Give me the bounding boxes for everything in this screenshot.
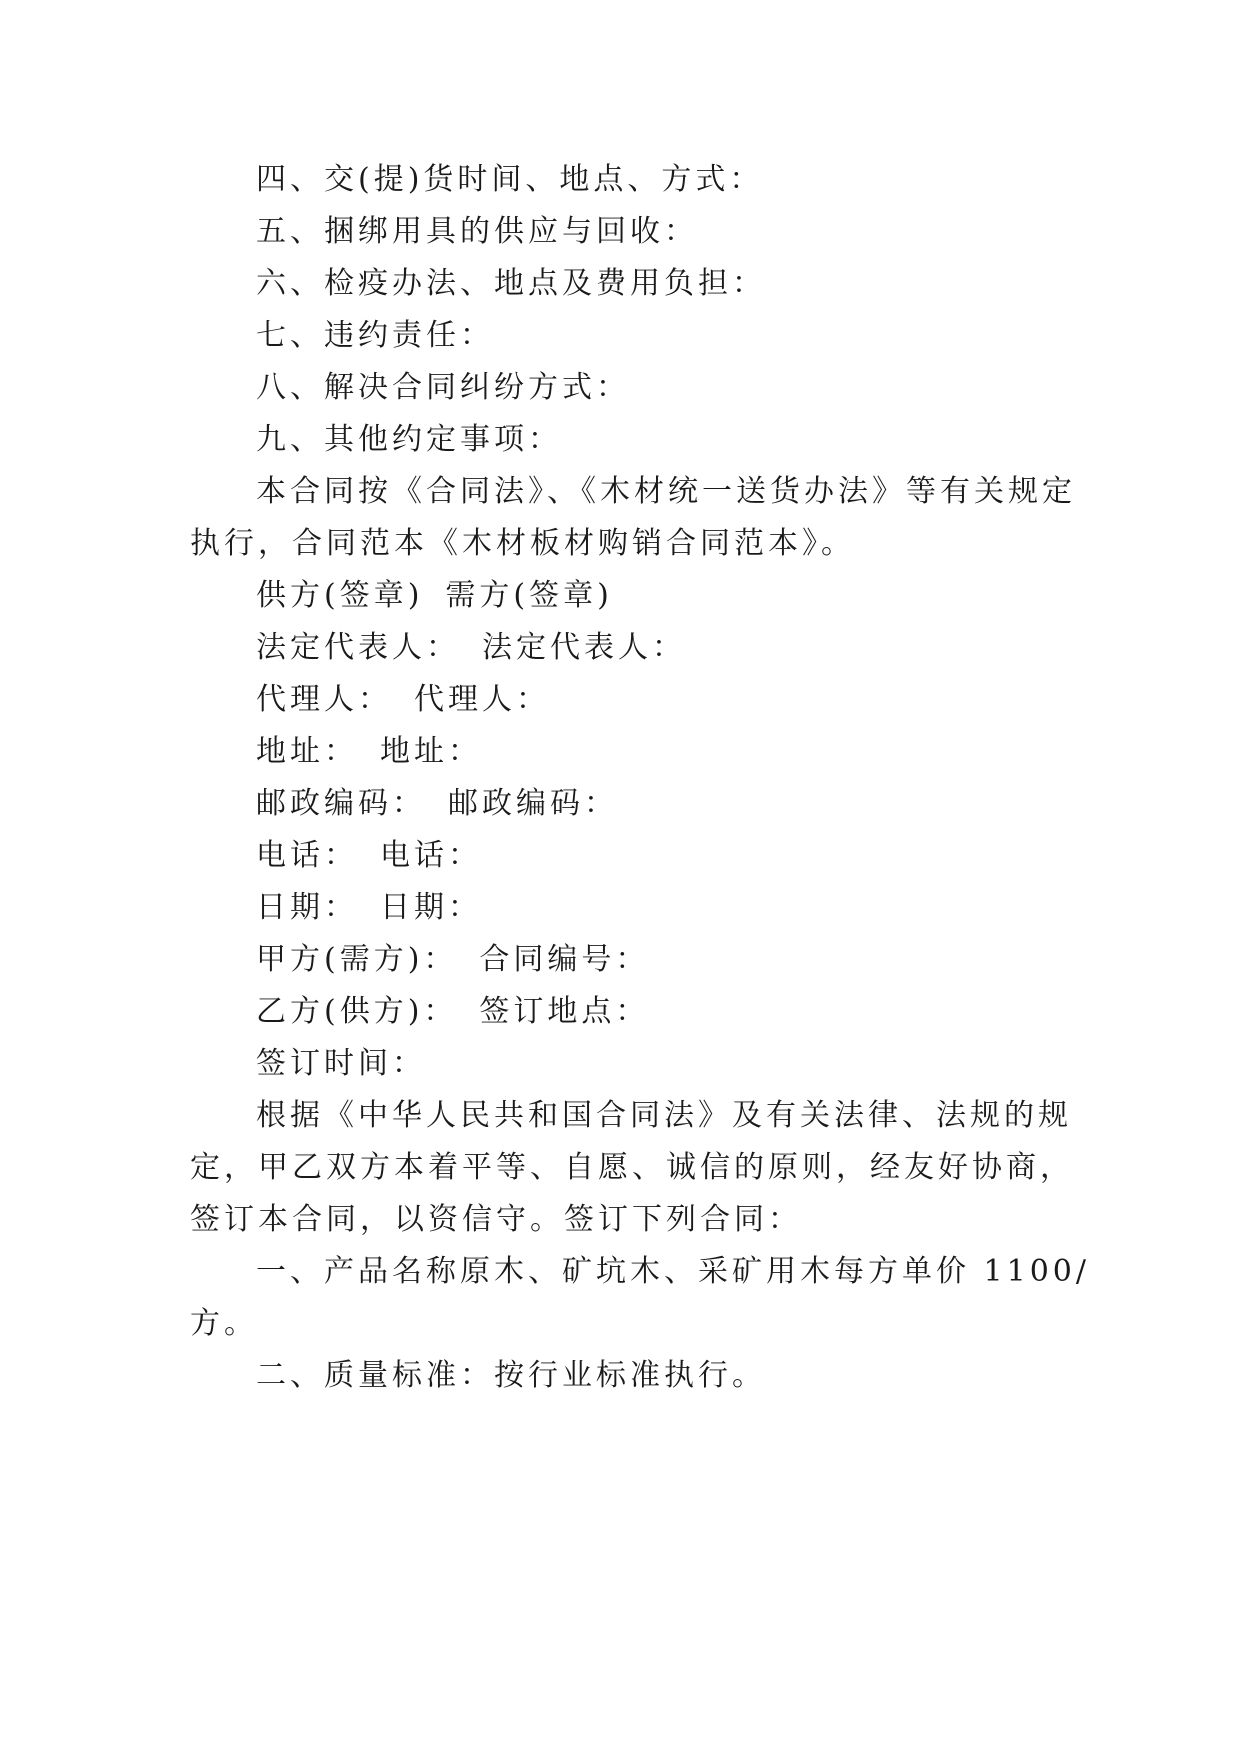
signature-row [256, 836, 482, 876]
signature-left: 甲方(需方)： [256, 942, 458, 977]
signature-left: 地址： [256, 734, 358, 769]
signature-right: 电话： [380, 838, 482, 873]
signature-right: 合同编号： [479, 942, 650, 977]
clause-liability: 七、违约责任： [256, 318, 494, 353]
signature-right: 代理人： [414, 682, 550, 717]
sign-time: 签订时间： [256, 1046, 426, 1081]
basis-paragraph-line-2: 执行，合同范本《木材板材购销合同范本》。 [190, 526, 855, 561]
signature-row [256, 940, 649, 980]
clause-binding-tools: 五、捆绑用具的供应与回收： [256, 214, 698, 249]
clause-quality: 二、质量标准：按行业标准执行。 [256, 1358, 766, 1393]
signature-row [256, 732, 482, 772]
signature-row [256, 784, 618, 824]
clause-dispute: 八、解决合同纠纷方式： [256, 370, 630, 405]
signature-right: 需方(签章) [445, 578, 613, 613]
signature-row [256, 628, 686, 668]
signature-left: 法定代表人： [256, 630, 460, 665]
signature-row [256, 992, 649, 1032]
signature-left: 日期： [256, 890, 358, 925]
signature-left: 邮政编码： [256, 786, 426, 821]
signature-left: 乙方(供方)： [256, 994, 458, 1029]
preamble-line-3: 签订本合同，以资信守。签订下列合同： [190, 1202, 802, 1237]
clause-product-line-1: 一、产品名称原木、矿坑木、采矿用木每方单价 1100/ [256, 1254, 1090, 1289]
signature-left: 代理人： [256, 682, 392, 717]
signature-row [256, 576, 613, 616]
clause-delivery: 四、交(提)货时间、地点、方式： [256, 162, 764, 197]
signature-right: 法定代表人： [482, 630, 686, 665]
signature-right: 签订地点： [479, 994, 650, 1029]
signature-row [256, 680, 550, 720]
preamble-line-2: 定，甲乙双方本着平等、自愿、诚信的原则，经友好协商， [190, 1150, 1074, 1185]
signature-row [256, 888, 482, 928]
clause-quarantine: 六、检疫办法、地点及费用负担： [256, 266, 766, 301]
clause-product-line-2: 方。 [190, 1306, 258, 1341]
clause-other: 九、其他约定事项： [256, 422, 562, 457]
signature-right: 地址： [380, 734, 482, 769]
signature-right: 邮政编码： [448, 786, 618, 821]
signature-right: 日期： [380, 890, 482, 925]
signature-left: 电话： [256, 838, 358, 873]
basis-paragraph-line-1: 本合同按《合同法》、《木材统一送货办法》等有关规定 [256, 474, 1076, 509]
signature-left: 供方(签章) [256, 578, 424, 613]
preamble-line-1: 根据《中华人民共和国合同法》及有关法律、法规的规 [256, 1098, 1072, 1133]
